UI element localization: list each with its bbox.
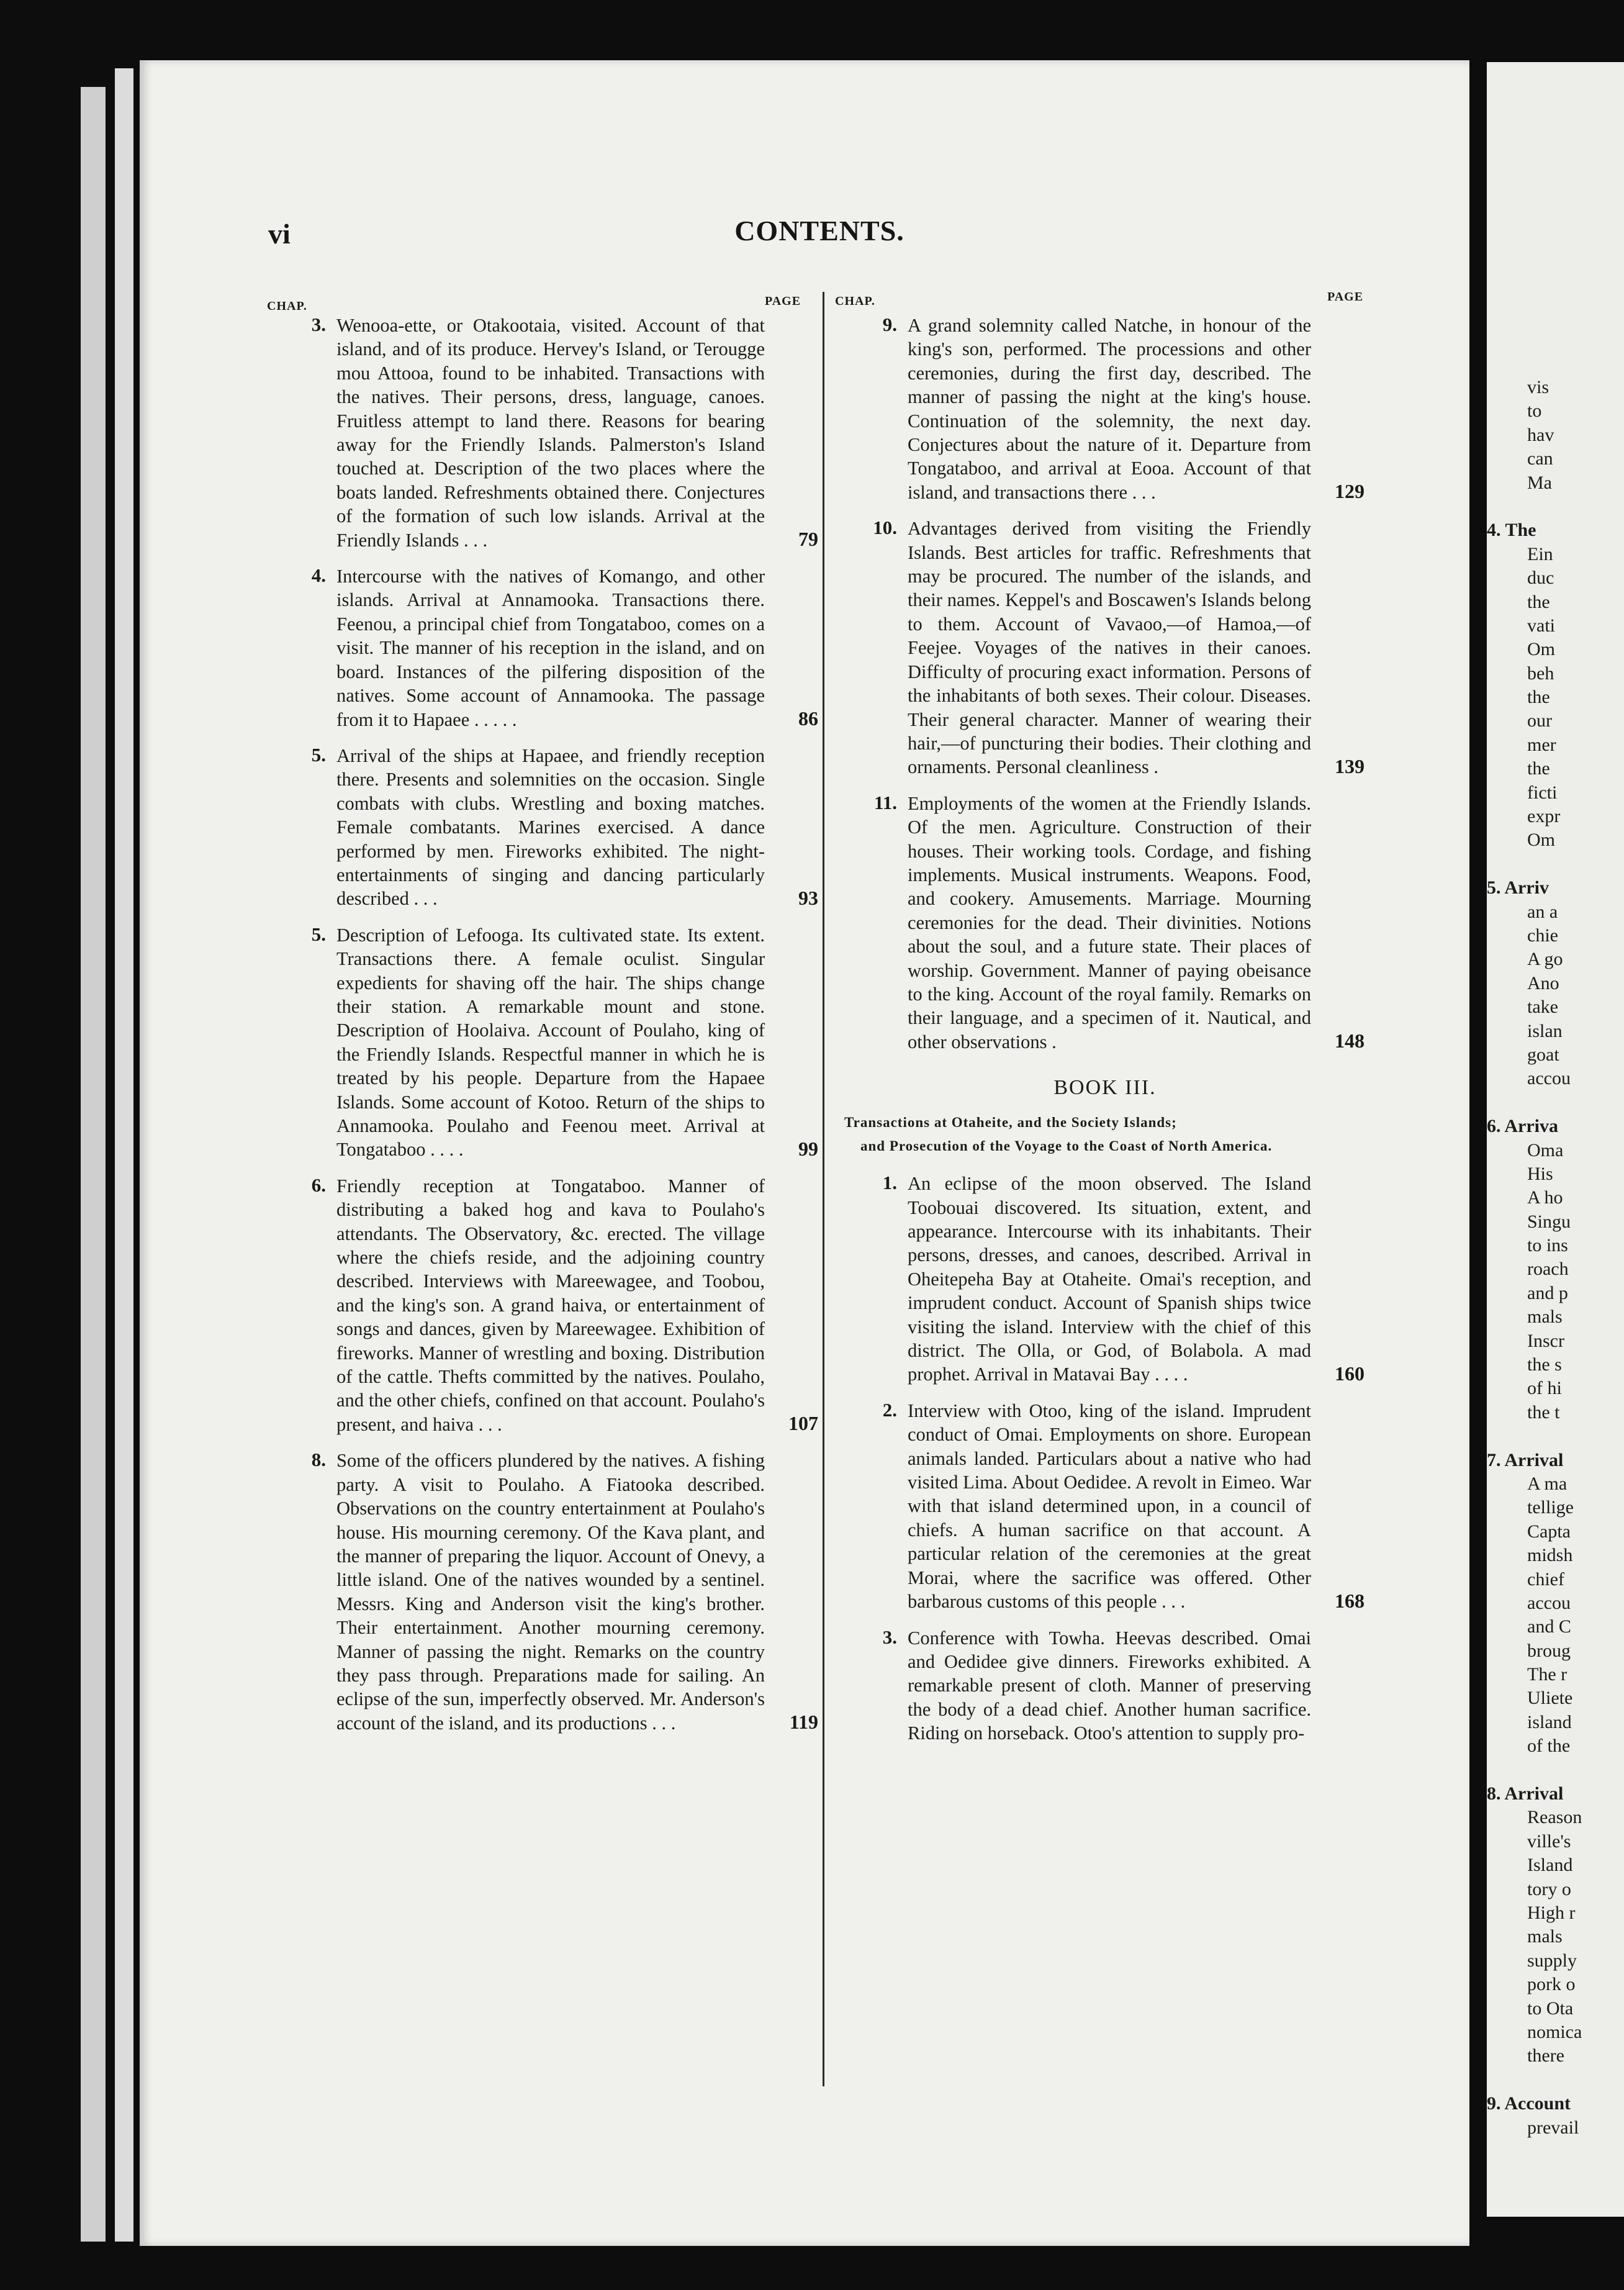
right-page-line: the s [1527,1354,1562,1375]
chapter-number: 1. [882,1172,897,1194]
right-page-line: High r [1527,1903,1576,1923]
right-page-line: the [1527,591,1550,612]
right-page-line: 4. The [1487,520,1536,541]
right-page-line: 9. Account [1487,2093,1571,2114]
chapter-number: 5. [311,743,326,766]
right-page-line: Ein [1527,543,1553,564]
right-page-line: hav [1527,424,1554,445]
right-page-line: A ho [1527,1187,1563,1208]
contents-entry [273,1449,819,1735]
chapter-summary: Employments of the women at the Friendly Islands. Of the men. Agriculture. Construction of their houses. Their working tools. Cordage, and fishing implements. Musical instruments. Weapons. Food, and cookery. Amusements. Marriage. Mourning ceremonies for the dead. Their divinities. Notions about the soul, and a future state. Their places of worship. Government. Manner of paying obeisance to the king. Account of the royal family. Remarks on their language, and a specimen of it. Nautical, and other observations . [908,792,1311,1052]
right-page-line: Singu [1527,1211,1571,1232]
contents-column-left [273,314,819,1747]
page-label-mid: PAGE [1327,290,1364,304]
right-page-line: island [1527,1711,1572,1732]
right-page-line: goat [1527,1044,1559,1065]
right-page-line: an a [1527,901,1558,922]
right-page-line [1487,495,1624,518]
right-page-line: Ma [1527,472,1552,493]
right-page-line: 7. Arrival [1487,1449,1564,1470]
right-page-line: His [1527,1163,1553,1184]
chapter-summary: Description of Lefooga. Its cultivated state. Its extent. Transactions there. A female oculist. Singular expedients for shaving off the hair. The ships change their station. A remarkable mount and stone. Description of Hoolaiva. Account of Poulaho, king of the Friendly Islands. Respectful manner in which he is treated by his people. Departure from the Hapaee Islands. Some account of Kotoo. Return of the ships to Annamooka. Poulaho and Feenou meet. Arrival at Tongataboo . . . . [336,924,765,1161]
right-page-line: mals [1527,1926,1563,1947]
right-page-text [1487,376,1624,2140]
chapter-number: 8. [311,1449,326,1471]
contents-entry [844,1626,1366,1745]
right-page-line: to [1527,401,1542,422]
right-page-line: vati [1527,615,1555,636]
right-page-line: 6. Arriva [1487,1116,1558,1137]
book-subtitle [844,1111,1366,1158]
right-page-line: the [1527,758,1550,779]
chapter-summary: Intercourse with the natives of Komango, and other islands. Arrival at Annamooka. Transactions there. Feenou, a principal chief from Tongataboo, comes on a visit. The manner of his reception in the island, and on board. Instances of the pilfering disposition of the natives. Some account of Annamooka. The passage from it to Hapaee . . . . . [336,566,765,730]
right-page-line: ville's [1527,1831,1571,1852]
right-page-line: Capta [1527,1521,1571,1542]
chapter-summary: Advantages derived from visiting the Friendly Islands. Best articles for traffic. Refreshments that may be procured. The number of the islands, and their names. Keppel's and Boscawen's Islands belong to them. Account of Vavaoo,—of Hamoa,—of Feejee. Voyages of the natives in their canoes. Difficulty of procuring exact information. Persons of the inhabitants of both sexes. Their colour. Diseases. Their general character. Manner of wearing their hair,—of puncturing their bodies. Their clothing and ornaments. Personal cleanliness . [908,518,1311,778]
chapter-summary: Friendly reception at Tongataboo. Manner of distributing a baked hog and kava to Poulaho's attendants. The Observatory, &c. erected. The village where the chiefs reside, and the adjoining country described. Interviews with Mareewagee, and Toobou, and the king's son. A grand haiva, or entertainment of songs and dances, given by Mareewagee. Exhibition of fireworks. Manner of wrestling and boxing. Distribution of the cattle. Thefts committed by the natives. Poulaho, and the other chiefs, confined on that account. Poulaho's present, and haiva . . . [336,1175,765,1435]
right-page-fragment [1487,62,1624,2217]
book-edge-left [81,87,106,2242]
right-page-line: The r [1527,1664,1568,1685]
right-page-line: Ano [1527,972,1559,993]
page-reference: 99 [798,1137,818,1160]
page-reference: 168 [1335,1589,1365,1612]
right-page-line: supply [1527,1950,1577,1971]
right-page-line: can [1527,448,1553,469]
chapter-summary: Conference with Towha. Heevas described. Omai and Oedidee give dinners. Fireworks exhibited. A remarkable present of cloth. Manner of preserving the body of a dead chief. Another human sacrifice. Riding on horseback. Otoo's attention to supply pro- [908,1627,1311,1744]
column-rule [823,292,824,2086]
contents-entry [844,1172,1366,1387]
right-page-line: to Ota [1527,1998,1574,2019]
right-page-line: tellige [1527,1497,1574,1518]
page-reference: 148 [1335,1030,1365,1052]
chapter-number: 5. [311,923,326,945]
page-reference: 139 [1335,754,1365,777]
right-page-line: of the [1527,1736,1571,1757]
right-page-line [1487,1424,1624,1448]
chap-label-mid: CHAP. [835,294,875,308]
right-page-line: Inscr [1527,1330,1564,1351]
chapter-summary: Arrival of the ships at Hapaee, and friendly reception there. Presents and solemnities on the occasion. Single combats with clubs. Wrestling and boxing matches. Female combatants. Marines exercised. A dance performed by men. Fireworks exhibited. The night-entertainments of singing and dancing particularly described . . . [336,744,765,910]
right-page-line: broug [1527,1640,1571,1661]
page-reference: 129 [1335,480,1365,503]
right-page-line: duc [1527,568,1554,589]
book-subtitle-line-1: Transactions at Otaheite, and the Society Islands; [844,1115,1177,1131]
book-title: BOOK III. [1053,1076,1157,1100]
chapter-number: 3. [882,1626,897,1648]
right-page-line: and C [1527,1616,1571,1637]
right-page-line: Reason [1527,1807,1582,1828]
contents-entry [844,314,1366,504]
right-page-line: Om [1527,830,1555,851]
page-reference: 86 [798,707,818,730]
right-page-line: the t [1527,1401,1560,1423]
right-page-line: to ins [1527,1235,1568,1256]
right-page-line: mer [1527,734,1556,755]
right-page-line: accou [1527,1068,1571,1089]
page-reference: 160 [1335,1362,1365,1385]
right-page-line: accou [1527,1592,1571,1613]
chapter-summary: Wenooa-ette, or Otakootaia, visited. Account of that island, and of its produce. Hervey's Island, or Terougge mou Attooa, found to be inhabited. Transactions with the natives. Their persons, dress, language, canoes. Fruitless attempt to land there. Reasons for bearing away for the Friendly Islands. Palmerston's Island touched at. Description of the two places where the boats landed. Refreshments obtained there. Conjectures of the formation of such low islands. Arrival at the Friendly Islands . . . [336,315,765,551]
chapter-number: 6. [311,1174,326,1196]
right-page-line: mals [1527,1306,1563,1328]
contents-entry [273,923,819,1162]
right-page-line: ficti [1527,782,1558,803]
right-page-line: pork o [1527,1974,1576,1995]
right-page-line: chief [1527,1568,1564,1590]
contents-entry [844,517,1366,779]
chapter-number: 11. [873,791,897,813]
right-page-line: vis [1527,377,1550,397]
right-page-line: and p [1527,1282,1568,1303]
chapter-number: 9. [882,314,897,335]
chapter-number: 4. [311,564,326,587]
contents-entry [844,1399,1366,1614]
chapter-summary: Some of the officers plundered by the natives. A fishing party. A visit to Poulaho. A Fiatooka described. Observations on the country entertainment at Poulaho's house. His mourning ceremony. Of the Kava plant, and the manner of preparing the liquor. Account of Onevy, a little island. One of the natives wounded by a sentinel. Messrs. King and Anderson visit the king's brother. Their entertainment. Another mourning ceremony. Manner of passing the night. Remarks on the country they pass through. Preparations made for sailing. An eclipse of the sun, imperfectly observed. Mr. Anderson's account of the island, and its productions . . . [336,1450,765,1734]
right-page-line: 8. Arrival [1487,1783,1564,1804]
contents-entry [273,1174,819,1436]
right-page-line: roach [1527,1259,1569,1280]
right-page-line [1487,1091,1624,1115]
right-page-line: prevail [1527,2117,1579,2138]
right-page-line: A ma [1527,1473,1568,1494]
book-edge-left-inner [115,68,133,2242]
right-page-line: Om [1527,639,1555,660]
right-page-line: 5. Arriv [1487,877,1549,898]
right-page-line: A go [1527,949,1563,970]
contents-entry [273,314,819,552]
chapter-number: 2. [882,1398,897,1421]
contents-entry [273,744,819,911]
right-page-line: Oma [1527,1139,1564,1161]
page-label-left: PAGE [765,294,801,308]
right-page-line: take [1527,997,1558,1018]
page-reference: 79 [798,528,818,551]
chapter-summary: Interview with Otoo, king of the island. Imprudent conduct of Omai. Employments on shore. European animals landed. Particulars about a native who had visited Lima. About Oedidee. A revolt in Eimeo. War with that island determined upon, in a council of chiefs. A human sacrifice on that account. A particular relation of the ceremonies at the great Morai, where the sacrifice was offered. Other barbarous customs of this people . . . [908,1400,1311,1613]
contents-entry [844,792,1366,1054]
chap-label-left: CHAP. [267,299,307,313]
page-reference: 93 [798,886,818,909]
right-page-line: Island [1527,1855,1573,1876]
right-page-line: the [1527,687,1550,708]
right-page-line: midsh [1527,1545,1573,1566]
right-page-line: beh [1527,663,1554,684]
chapter-summary: A grand solemnity called Natche, in honour of the king's son, performed. The processions and other ceremonies, during the first day, described. The manner of passing the night at the king's house. Continuation of the solemnity, the next day. Conjectures about the nature of it. Departure from Tongataboo, and arrival at Eooa. Account of that island, and transactions there . . . [908,315,1311,503]
chapter-number: 10. [873,517,897,539]
right-page-line: islan [1527,1020,1563,1041]
chapter-summary: An eclipse of the moon observed. The Island Toobouai discovered. Its situation, extent, and appearance. Intercourse with its inhabitants. Their persons, dresses, and canoes, described. Arrival in Oheitepeha Bay at Otaheite. Omai's reception, and imprudent conduct. Account of Spanish ships twice visiting the island. Interview with the chief of this district. The Olla, or God, of Bolabola. A mad prophet. Arrival in Matavai Bay . . . . [908,1173,1311,1385]
right-page-line [1487,1758,1624,1782]
page-title: CONTENTS. [734,215,904,247]
page-reference: 107 [788,1412,818,1435]
right-page-line [1487,2068,1624,2092]
right-page-line [1487,853,1624,876]
right-page-line: our [1527,710,1552,731]
right-page-line: of hi [1527,1378,1562,1399]
right-page-line: chie [1527,925,1558,946]
right-page-line: there [1527,2045,1564,2066]
contents-column-middle [844,314,1366,1758]
right-page-line: expr [1527,806,1561,827]
page-reference: 119 [789,1711,818,1734]
page-number: vi [268,218,291,250]
right-page-line: nomica [1527,2021,1582,2042]
chapter-number: 3. [311,314,326,335]
right-page-line: Uliete [1527,1688,1573,1709]
contents-entry [273,564,819,731]
right-page-line: tory o [1527,1878,1571,1899]
book-subtitle-line-2: and Prosecution of the Voyage to the Coast of North America. [860,1138,1273,1154]
